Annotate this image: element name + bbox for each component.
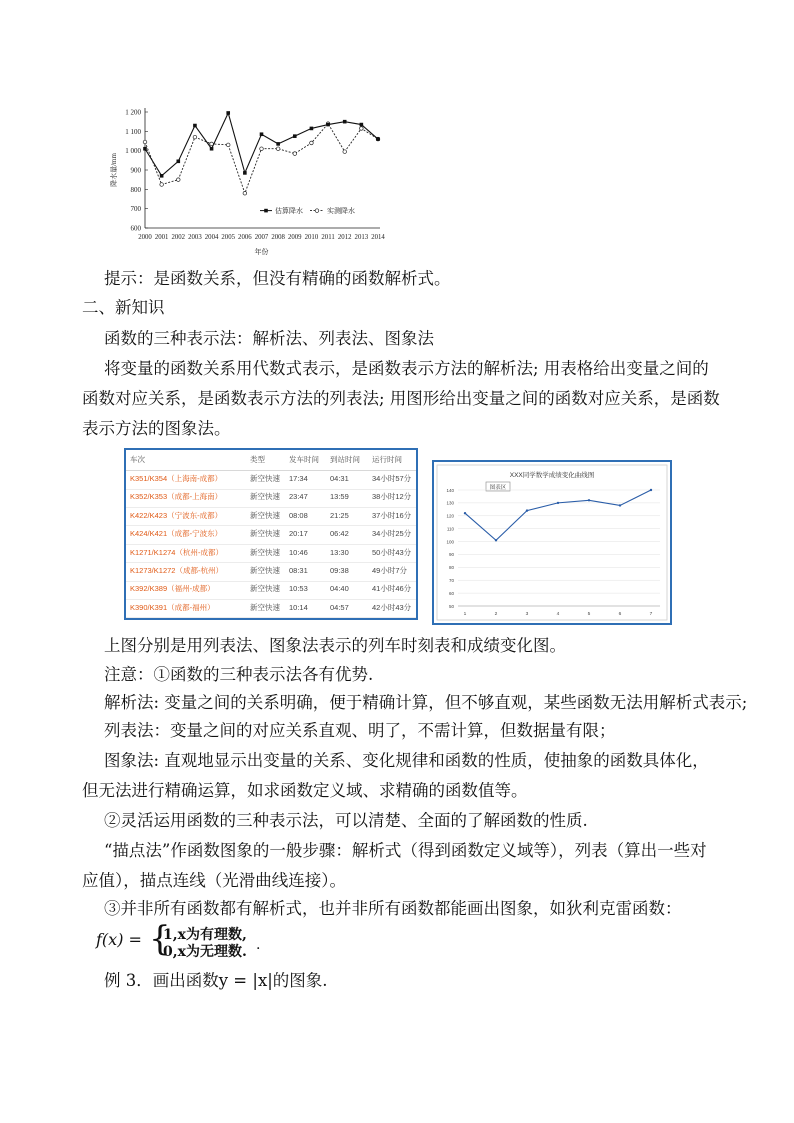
rain-estimated-point [326, 123, 330, 127]
dirichlet-case-1: 1,x为有理数, [163, 927, 247, 943]
rain-estimated-point [160, 174, 164, 178]
rain-measured-point [243, 191, 247, 195]
rain-measured-point [160, 183, 164, 187]
rain-x-tick-label: 2012 [337, 234, 352, 241]
dirichlet-formula [96, 919, 296, 962]
timetable-cell: 50小时43分 [372, 547, 412, 557]
rain-y-tick-label: 800 [130, 185, 141, 194]
timetable-header-cell: 到站时间 [330, 455, 360, 464]
rain-y-tick-label: 900 [130, 166, 141, 175]
rainfall-chart [100, 100, 400, 260]
timetable-cell: 10:14 [289, 602, 308, 612]
score-x-tick-label: 5 [587, 612, 591, 617]
rain-measured-point [210, 142, 214, 146]
score-point [650, 489, 652, 491]
rain-estimated-point [226, 111, 230, 115]
score-x-tick-label: 7 [649, 612, 653, 617]
timetable-cell: 34小时57分 [372, 474, 412, 483]
tabular-method-note: 列表法：变量之间的对应关系直观、明了，不需计算，但数据量有限； [104, 721, 616, 740]
score-x-tick-label: 1 [463, 612, 467, 617]
score-y-tick-label: 120 [446, 513, 454, 519]
section-heading-new-knowledge: 二、新知识 [82, 298, 165, 317]
timetable-cell: 新空快速 [250, 492, 280, 502]
timetable-cell: 20:17 [289, 529, 308, 539]
rain-measured-point [176, 178, 180, 182]
rain-estimated-point [276, 142, 280, 146]
rain-x-tick-label: 2004 [204, 234, 219, 241]
timetable-row [126, 507, 416, 527]
timetable-row [126, 599, 416, 619]
score-point [619, 504, 621, 506]
timetable-cell: 13:59 [330, 492, 349, 502]
timetable-header-cell: 车次 [130, 455, 145, 464]
timetable-cell: 23:47 [289, 492, 308, 502]
dirichlet-brace: { [149, 919, 171, 959]
rain-x-tick-label: 2000 [138, 234, 152, 241]
score-chart [434, 462, 670, 623]
rain-y-tick-label: 600 [130, 224, 141, 233]
analytic-method-note: 解析法: 变量之间的关系明确，便于精确计算，但不够直观，某些函数无法用解析式表示; [104, 693, 748, 712]
plotting-steps: “描点法”作函数图象的一般步骤：解析式（得到函数定义域等），列表（算出一些对应值），描点连线（光滑曲线连接）。 [82, 841, 707, 890]
rain-estimated-point [260, 132, 264, 136]
score-y-tick-label: 130 [446, 500, 454, 506]
rain-x-tick-label: 2007 [254, 234, 269, 241]
rain-estimated-point [243, 171, 247, 175]
timetable-train-number[interactable]: K424/K421（成都-宁波东） [130, 529, 223, 539]
rain-x-tick-label: 2001 [154, 234, 169, 241]
rain-estimated-point [293, 134, 297, 138]
timetable-header-cell: 运行时间 [372, 455, 402, 464]
score-x-tick-label: 6 [618, 612, 622, 617]
score-y-tick-label: 140 [446, 487, 454, 493]
score-chart-title: XXX同学数学成绩变化曲线图 [509, 472, 595, 479]
timetable-cell: 新空快速 [250, 584, 280, 594]
rain-estimated-point [310, 127, 314, 131]
timetable-train-number[interactable]: K392/K389（福州-成都） [130, 584, 215, 594]
timetable-cell: 新空快速 [250, 566, 280, 575]
timetable-cell: 04:31 [330, 474, 349, 483]
rain-measured-point [143, 140, 147, 144]
rain-measured-point [276, 147, 280, 151]
graphic-method-note: 图象法: 直观地显示出变量的关系、变化规律和函数的性质，使抽象的函数具体化，但无法进行精确运算，如求函数定义域、求精确的函数值等。 [82, 751, 709, 800]
rain-estimated-point [343, 120, 347, 124]
timetable-cell: 新空快速 [250, 602, 280, 612]
hint-text: 提示：是函数关系，但没有精确的函数解析式。 [104, 269, 451, 288]
rain-y-tick-label: 700 [130, 205, 141, 214]
rain-measured-point [343, 150, 347, 154]
timetable-header-cell: 类型 [250, 455, 265, 464]
timetable-train-number[interactable]: K351/K354（上海南-成都） [130, 474, 223, 483]
note-2: ②灵活运用函数的三种表示法，可以清楚、全面的了解函数的性质. [104, 811, 588, 830]
timetable-cell: 34小时25分 [372, 529, 412, 539]
rain-measured-point [226, 143, 230, 147]
rain-x-tick-label: 2008 [271, 234, 285, 241]
rain-x-tick-label: 2003 [188, 234, 202, 241]
timetable-cell: 04:40 [330, 584, 349, 594]
timetable-cell: 42小时43分 [372, 602, 412, 612]
rain-y-axis-label: 降水量/mm [110, 153, 118, 187]
score-chart-area-label: 图表区 [489, 485, 507, 491]
score-y-tick-label: 110 [446, 526, 454, 532]
rain-estimated-point [376, 137, 380, 141]
timetable-cell: 10:53 [289, 584, 308, 594]
rain-estimated-point [193, 124, 197, 128]
timetable-row [126, 562, 416, 582]
train-timetable [124, 448, 418, 620]
example-3: 例 3．画出函数y = |x|的图象. [104, 971, 328, 990]
rain-x-tick-label: 2006 [238, 234, 252, 241]
timetable-cell: 09:38 [330, 566, 349, 575]
rain-x-tick-label: 2014 [371, 234, 385, 241]
legend-estimated-marker [264, 209, 268, 213]
score-y-tick-label: 80 [448, 565, 454, 571]
timetable-row [126, 488, 416, 508]
timetable-train-number[interactable]: K352/K353（成都-上海南） [130, 492, 223, 502]
timetable-row [126, 544, 416, 564]
timetable-cell: 21:25 [330, 510, 349, 520]
timetable-cell: 13:30 [330, 547, 349, 557]
rain-x-tick-label: 2002 [171, 234, 186, 241]
rain-estimated-point [210, 147, 214, 151]
score-y-tick-label: 60 [448, 590, 454, 596]
rain-estimated-point [143, 147, 147, 151]
rain-x-tick-label: 2009 [287, 234, 302, 241]
timetable-train-number[interactable]: K1273/K1272（成都-杭州） [130, 566, 223, 575]
dirichlet-tail: . [256, 937, 261, 953]
score-chart-frame [432, 460, 672, 625]
rain-x-tick-label: 2011 [321, 234, 335, 241]
rain-estimated-point [176, 160, 180, 164]
score-y-tick-label: 90 [448, 552, 454, 558]
timetable-cell: 41小时46分 [372, 584, 412, 594]
rain-x-tick-label: 2005 [221, 234, 236, 241]
timetable-cell: 08:31 [289, 566, 308, 575]
rain-y-tick-label: 1 200 [125, 108, 141, 117]
note-1: 注意：①函数的三种表示法各有优势. [104, 665, 374, 684]
timetable-cell: 新空快速 [250, 547, 280, 557]
rain-measured-point [193, 135, 197, 139]
dirichlet-case-2: 0,x为无理数. [163, 944, 247, 960]
legend-measured-label: 实测降水 [327, 207, 355, 216]
score-x-tick-label: 2 [494, 612, 498, 617]
score-x-tick-label: 4 [556, 612, 560, 617]
score-point [557, 502, 559, 504]
rain-measured-point [360, 127, 364, 131]
three-methods-line: 函数的三种表示法：解析法、列表法、图象法 [104, 329, 434, 348]
score-point [464, 512, 466, 514]
rain-y-tick-label: 1 100 [125, 127, 141, 136]
legend-estimated-label: 估算降水 [275, 207, 303, 216]
rain-x-axis-label: 年份 [254, 248, 269, 256]
rain-y-tick-label: 1 000 [125, 147, 141, 156]
timetable-train-number[interactable]: K1271/K1274（杭州-成都） [130, 547, 223, 557]
timetable-cell: 06:42 [330, 529, 349, 539]
timetable-cell: 10:46 [289, 547, 308, 557]
timetable-cell: 04:57 [330, 602, 349, 612]
timetable-cell: 新空快速 [250, 529, 280, 539]
timetable-train-number[interactable]: K390/K391（成都-福州） [130, 602, 215, 612]
score-x-tick-label: 3 [525, 612, 529, 617]
timetable-cell: 38小时12分 [372, 492, 412, 502]
rain-estimated-point [360, 123, 364, 127]
score-point [526, 509, 528, 511]
legend-measured-marker [315, 209, 319, 213]
timetable-cell: 17:34 [289, 474, 308, 483]
timetable-row [126, 470, 416, 490]
timetable-row [126, 525, 416, 545]
score-y-tick-label: 50 [448, 603, 454, 609]
note-3: ③并非所有函数都有解析式，也并非所有函数都能画出图象，如狄利克雷函数： [104, 899, 682, 918]
timetable-row [126, 580, 416, 600]
timetable-cell: 37小时16分 [372, 510, 412, 520]
rain-x-tick-label: 2013 [354, 234, 369, 241]
definition-paragraph: 将变量的函数关系用代数式表示，是函数表示方法的解析法; 用表格给出变量之间的函数对应关系，是函数表示方法的列表法; 用图形给出变量之间的函数对应关系，是函数表示方法的图象法。 [82, 359, 720, 438]
dirichlet-lhs: f(x) = [96, 930, 142, 949]
timetable-cell: 新空快速 [250, 510, 280, 520]
rain-measured-point [260, 147, 264, 151]
timetable-cell: 新空快速 [250, 474, 280, 483]
figure-caption: 上图分别是用列表法、图象法表示的列车时刻表和成绩变化图。 [104, 636, 566, 655]
timetable-cell: 08:08 [289, 510, 308, 520]
score-y-tick-label: 70 [448, 578, 454, 584]
timetable-header-row [126, 451, 416, 471]
rain-measured-point [293, 152, 297, 156]
timetable-cell: 49小时7分 [372, 566, 408, 575]
timetable-header-cell: 发车时间 [289, 455, 319, 464]
rain-measured-point [310, 141, 314, 145]
score-point [588, 499, 590, 501]
timetable-train-number[interactable]: K422/K423（宁波东-成都） [130, 510, 223, 520]
score-point [495, 539, 497, 541]
score-y-tick-label: 100 [446, 539, 454, 545]
rain-x-tick-label: 2010 [304, 234, 319, 241]
